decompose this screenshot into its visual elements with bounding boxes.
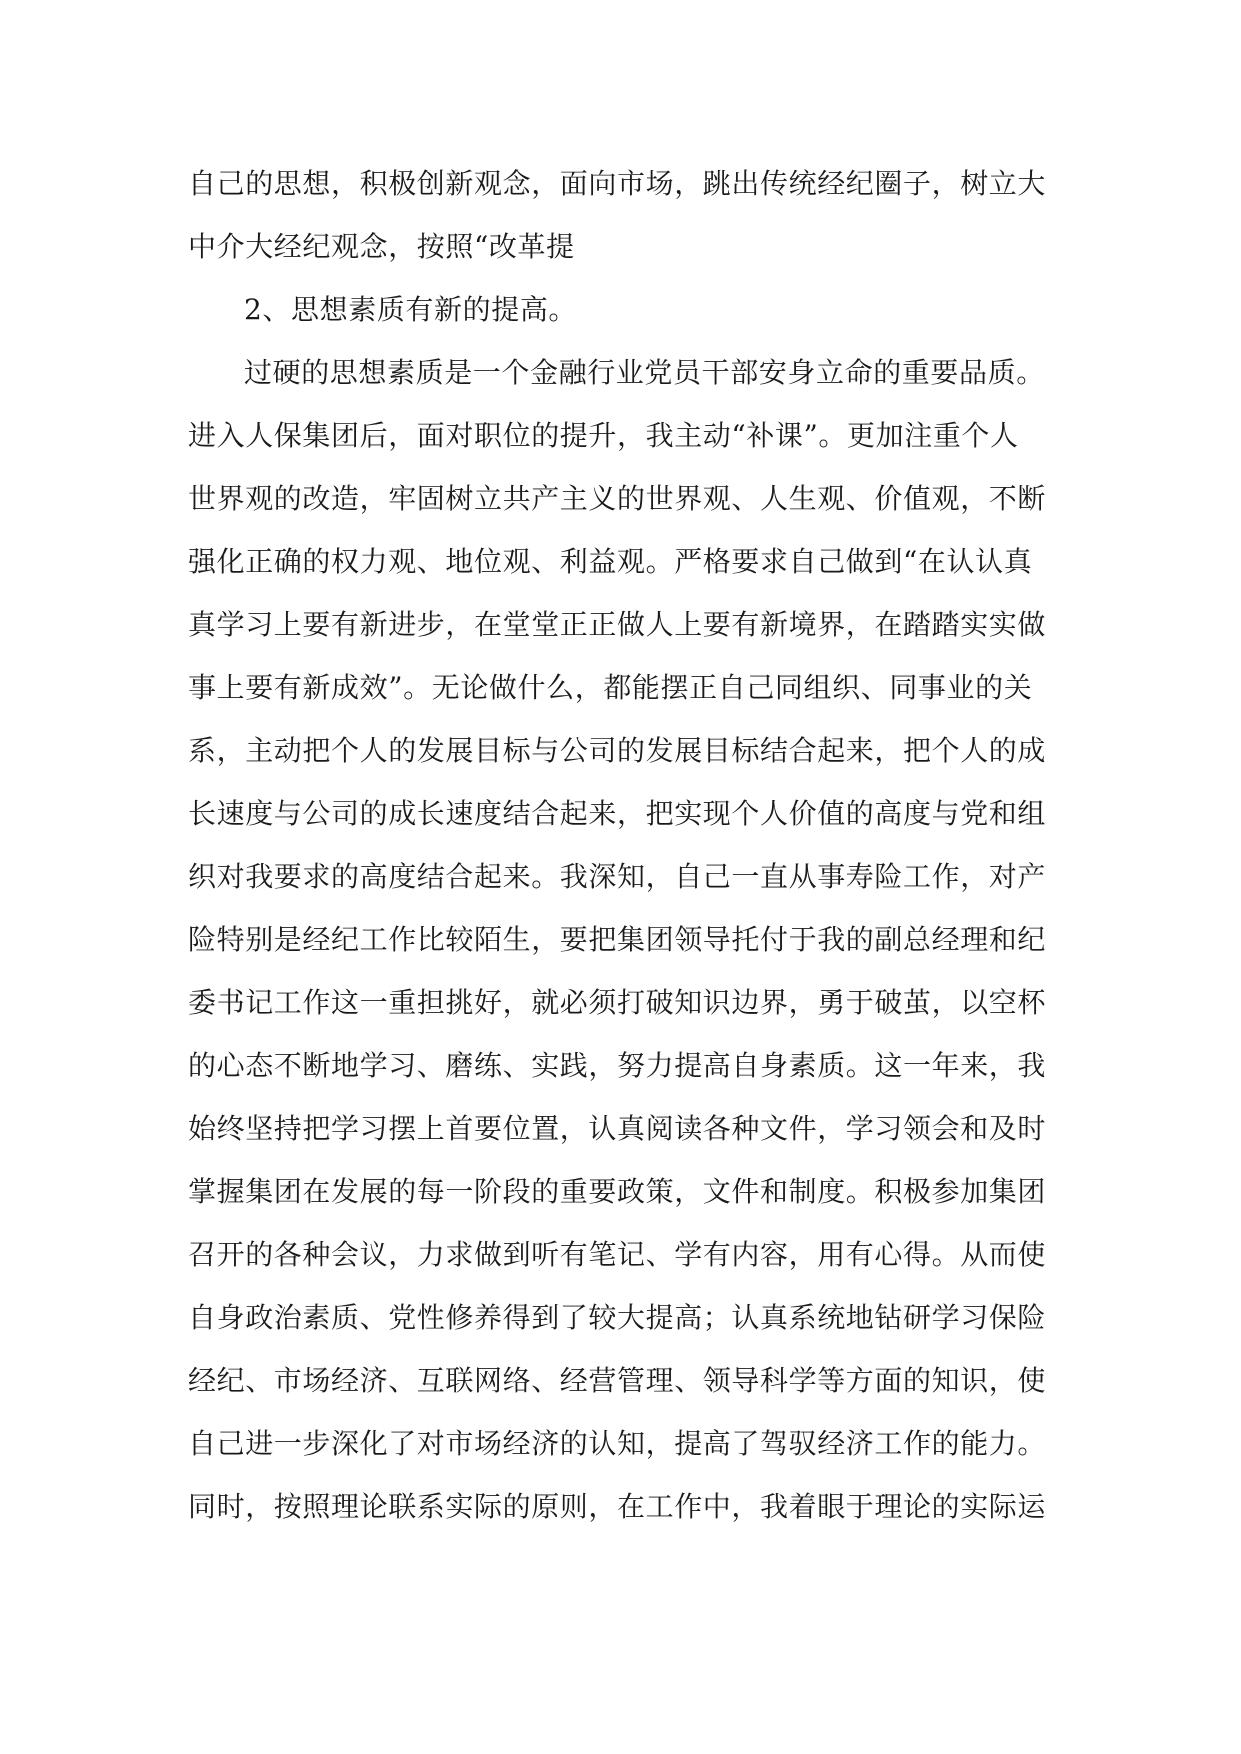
paragraph-2-line-17: 经纪、市场经济、互联网络、经营管理、领导科学等方面的知识，使 [188,1364,1047,1397]
paragraph-2-line-16: 自身政治素质、党性修养得到了较大提高；认真系统地钻研学习保险 [188,1301,1047,1334]
document-body [188,152,1088,1538]
paragraph-2-line-18: 自己进一步深化了对市场经济的认知，提高了驾驭经济工作的能力。 [188,1427,1047,1460]
paragraph-2-line-4: 强化正确的权力观、地位观、利益观。严格要求自己做到“在认认真 [188,545,1033,578]
paragraph-2-line-7: 系，主动把个人的发展目标与公司的发展目标结合起来，把个人的成 [188,734,1047,767]
paragraph-2-line-1: 过硬的思想素质是一个金融行业党员干部安身立命的重要品质。 [244,356,1045,389]
paragraph-2-line-9: 织对我要求的高度结合起来。我深知，自己一直从事寿险工作，对产 [188,860,1047,893]
paragraph-2-line-10: 险特别是经纪工作比较陌生，要把集团领导托付于我的副总经理和纪 [188,923,1047,956]
paragraph-2-line-8: 长速度与公司的成长速度结合起来，把实现个人价值的高度与党和组 [188,797,1047,830]
paragraph-2-line-19: 同时，按照理论联系实际的原则，在工作中，我着眼于理论的实际运 [188,1490,1047,1523]
section-heading: 2、思想素质有新的提高。 [244,293,578,326]
paragraph-2-line-11: 委书记工作这一重担挑好，就必须打破知识边界，勇于破茧，以空杯 [188,986,1047,1019]
paragraph-2-line-15: 召开的各种会议，力求做到听有笔记、学有内容，用有心得。从而使 [188,1238,1047,1271]
paragraph-1-line-2: 中介大经纪观念，按照“改革提 [188,230,575,263]
paragraph-2-line-12: 的心态不断地学习、磨练、实践，努力提高自身素质。这一年来，我 [188,1049,1047,1082]
paragraph-2-line-14: 掌握集团在发展的每一阶段的重要政策，文件和制度。积极参加集团 [188,1175,1047,1208]
paragraph-2-line-5: 真学习上要有新进步，在堂堂正正做人上要有新境界，在踏踏实实做 [188,608,1047,641]
paragraph-1-line-1: 自己的思想，积极创新观念，面向市场，跳出传统经纪圈子，树立大 [188,167,1047,200]
paragraph-2-line-6: 事上要有新成效”。无论做什么，都能摆正自己同组织、同事业的关 [188,671,1033,704]
paragraph-2-line-13: 始终坚持把学习摆上首要位置，认真阅读各种文件，学习领会和及时 [188,1112,1047,1145]
paragraph-2-line-3: 世界观的改造，牢固树立共产主义的世界观、人生观、价值观，不断 [188,482,1047,515]
paragraph-2-line-2: 进入人保集团后，面对职位的提升，我主动“补课”。更加注重个人 [188,419,1019,452]
